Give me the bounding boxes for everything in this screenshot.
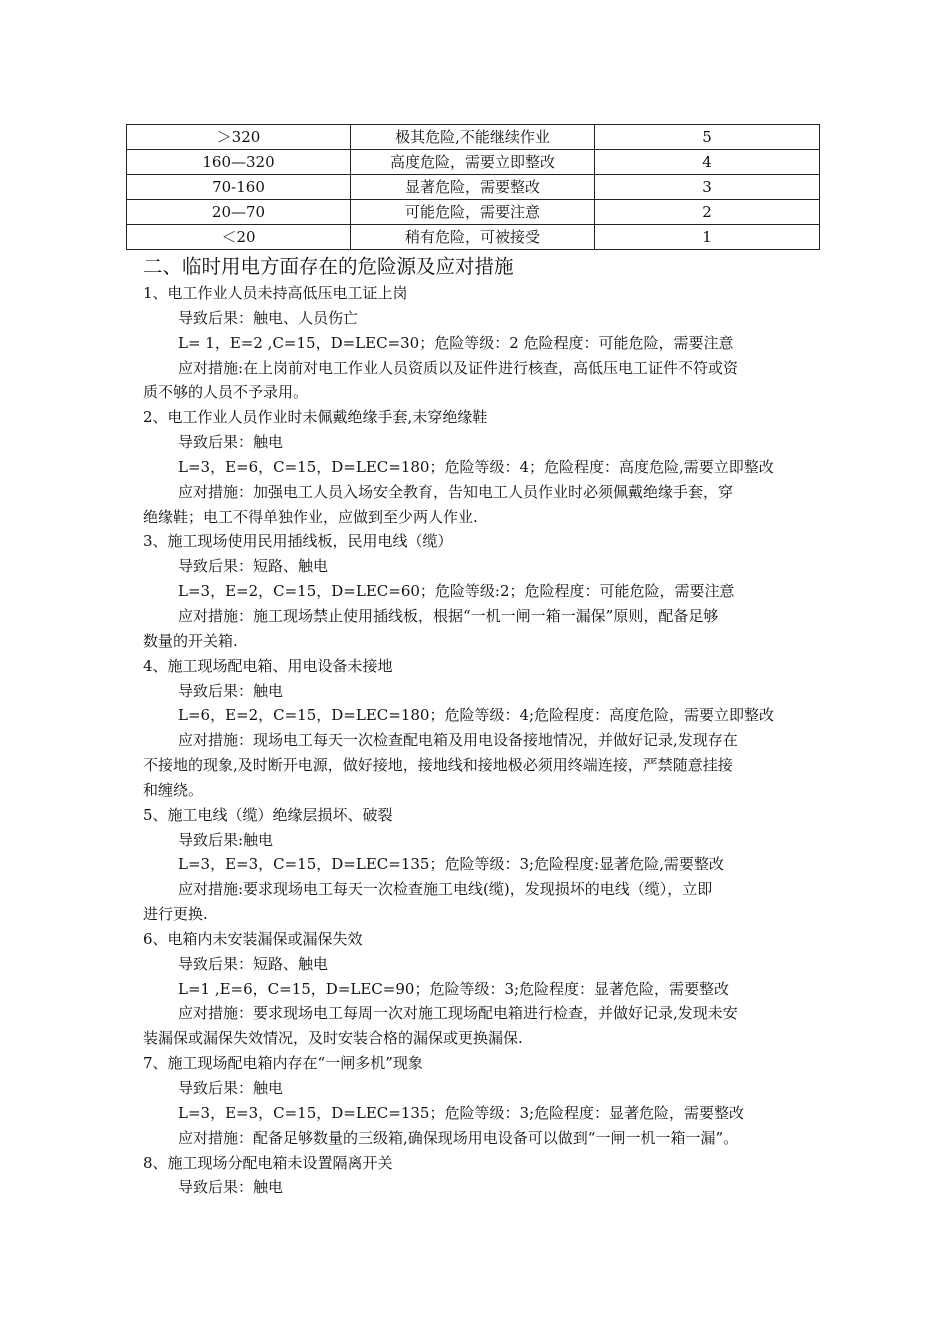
paragraph-line: 应对措施：现场电工每天一次检查配电箱及用电设备接地情况，并做好记录,发现存在 (178, 731, 738, 750)
risk-description-cell: 高度危险，需要立即整改 (351, 150, 595, 175)
risk-description-cell: 显著危险，需要整改 (351, 175, 595, 200)
paragraph-line: 导致后果：触电 (178, 1079, 284, 1097)
risk-description-cell: 可能危险，需要注意 (351, 200, 595, 225)
paragraph-line: 应对措施:在上岗前对电工作业人员资质以及证件进行核查，高低压电工证件不符或资 (178, 358, 739, 377)
table-row (127, 175, 820, 200)
risk-level-cell: 3 (595, 175, 820, 200)
paragraph-line: 进行更换. (143, 905, 208, 924)
paragraph-line: L=1 ,E=6，C=15，D=LEC=90；危险等级：3;危险程度：显著危险，需要整改 (178, 979, 730, 998)
paragraph-line: 不接地的现象,及时断开电源，做好接地，接地线和接地极必须用终端连接，严禁随意挂接 (143, 756, 733, 775)
paragraph-line: 绝缘鞋；电工不得单独作业，应做到至少两人作业. (143, 507, 478, 526)
item-heading: 7、施工现场配电箱内存在“一闸多机”现象 (143, 1054, 423, 1073)
score-range-cell: 20—70 (127, 200, 351, 225)
item-heading: 1、电工作业人员未持高低压电工证上岗 (143, 284, 408, 302)
paragraph-line: 应对措施：要求现场电工每周一次对施工现场配电箱进行检查，并做好记录,发现未安 (178, 1004, 738, 1023)
item-heading: 5、施工电线（缆）绝缘层损坏、破裂 (143, 805, 393, 824)
document-body (143, 253, 823, 1200)
paragraph-line: 和缠绕。 (143, 780, 204, 799)
paragraph-line: 应对措施：加强电工人员入场安全教育，告知电工人员作业时必须佩戴绝缘手套，穿 (178, 482, 734, 501)
item-heading: 4、施工现场配电箱、用电设备未接地 (143, 656, 393, 675)
paragraph-line: 应对措施:要求现场电工每天一次检查施工电线(缆)，发现损坏的电线（缆），立即 (178, 880, 713, 899)
risk-description-cell: 稍有危险，可被接受 (351, 225, 595, 250)
paragraph-line: 导致后果：短路、触电 (178, 557, 329, 576)
risk-description-cell: 极其危险,不能继续作业 (351, 125, 595, 150)
risk-level-cell: 4 (595, 150, 820, 175)
paragraph-line: 应对措施：施工现场禁止使用插线板，根据“一机一闸一箱一漏保”原则，配备足够 (178, 606, 719, 625)
section-title: 二、临时用电方面存在的危险源及应对措施 (143, 255, 514, 278)
score-range-cell: ＞320 (127, 125, 351, 150)
table-row (127, 125, 820, 150)
paragraph-line: 导致后果：触电、人员伤亡 (178, 308, 359, 327)
item-heading: 8、施工现场分配电箱未设置隔离开关 (143, 1153, 393, 1172)
item-heading: 2、电工作业人员作业时未佩戴绝缘手套,未穿绝缘鞋 (143, 408, 488, 427)
table-row (127, 200, 820, 225)
score-range-cell: 70-160 (127, 175, 351, 200)
risk-level-cell: 1 (595, 225, 820, 250)
score-range-cell: ＜20 (127, 225, 351, 250)
paragraph-line: 导致后果：触电 (178, 1178, 284, 1197)
body-lines (143, 281, 823, 1200)
paragraph-line: L= 1，E=2 ,C=15，D=LEC=30；危险等级：2 危险程度：可能危险，需要注意 (178, 333, 734, 352)
risk-level-cell: 2 (595, 200, 820, 225)
item-heading: 6、电箱内未安装漏保或漏保失效 (143, 929, 363, 948)
risk-level-table (126, 124, 820, 250)
paragraph-line: 导致后果：触电 (178, 433, 284, 452)
paragraph-line: 导致后果:触电 (178, 830, 274, 849)
paragraph-line: L=6，E=2，C=15，D=LEC=180；危险等级：4;危险程度：高度危险，需要立即整改 (178, 706, 775, 725)
paragraph-line: L=3，E=3，C=15，D=LEC=135；危险等级：3;危险程度:显著危险,需要整改 (178, 855, 724, 874)
paragraph-line: 质不够的人员不予录用。 (143, 383, 309, 402)
paragraph-line: 装漏保或漏保失效情况，及时安装合格的漏保或更换漏保. (143, 1029, 523, 1048)
paragraph-line: 应对措施：配备足够数量的三级箱,确保现场用电设备可以做到“一闸一机一箱一漏”。 (178, 1128, 739, 1147)
paragraph-line: L=3，E=6，C=15，D=LEC=180；危险等级：4；危险程度：高度危险,需要立即整改 (178, 457, 774, 476)
paragraph-line: L=3，E=2，C=15，D=LEC=60；危险等级:2；危险程度：可能危险，需要注意 (178, 582, 735, 601)
paragraph-line: 导致后果：触电 (178, 681, 284, 700)
item-heading: 3、施工现场使用民用插线板，民用电线（缆） (143, 532, 453, 551)
paragraph-line: 导致后果：短路、触电 (178, 954, 329, 973)
table-row (127, 225, 820, 250)
score-range-cell: 160—320 (127, 150, 351, 175)
risk-level-cell: 5 (595, 125, 820, 150)
paragraph-line: L=3，E=3，C=15，D=LEC=135；危险等级：3;危险程度：显著危险，需要整改 (178, 1103, 745, 1122)
paragraph-line: 数量的开关箱. (143, 631, 238, 650)
table-row (127, 150, 820, 175)
